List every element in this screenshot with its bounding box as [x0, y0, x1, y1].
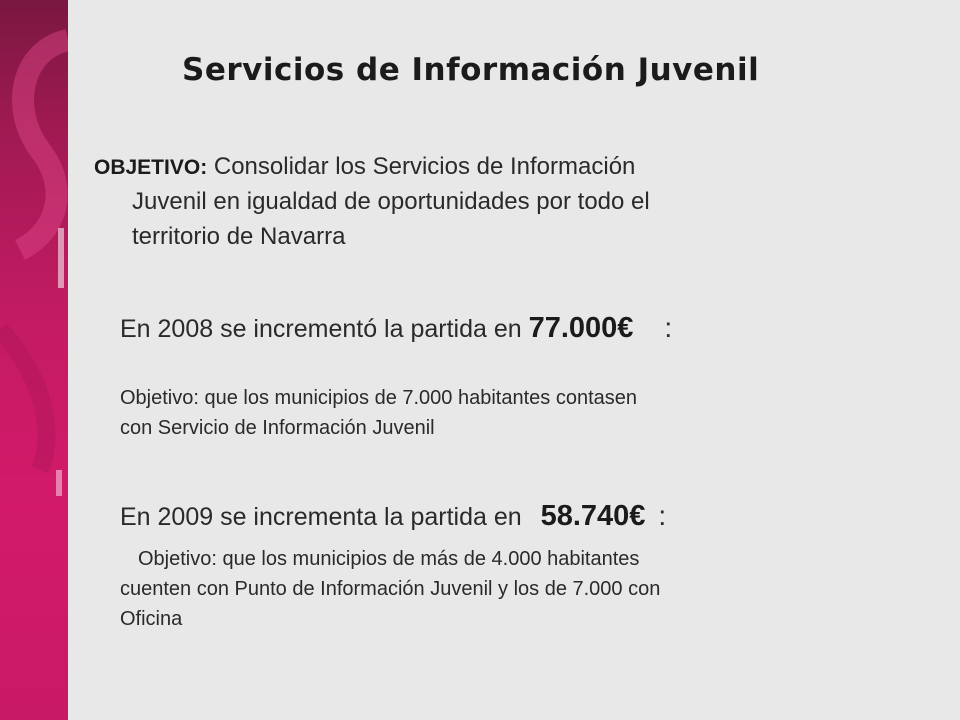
objective-label: OBJETIVO:: [94, 156, 208, 179]
item-2009-amount: 58.740€: [540, 500, 646, 532]
slide-title: Servicios de Información Juvenil: [182, 52, 760, 88]
item-2008-head-text: En 2008 se incrementó la partida en: [120, 315, 522, 343]
objective-paragraph: [94, 150, 879, 254]
item-2009-desc-line1: Objetivo: que los municipios de más de 4.000 habitantes: [138, 548, 640, 570]
item-2008-heading: [120, 312, 672, 345]
item-2008-desc-line2: con Servicio de Información Juvenil: [120, 417, 435, 439]
item-2008-description: [120, 383, 860, 443]
item-2009-description: [120, 544, 860, 634]
decorative-logo-graphic: [0, 0, 68, 720]
item-2009-heading: [120, 500, 666, 533]
item-2009-desc-line3: Oficina: [120, 608, 183, 630]
item-2008-desc-line1: Objetivo: que los municipios de 7.000 habitantes contasen: [120, 387, 638, 409]
item-2009-desc-line2: cuenten con Punto de Información Juvenil y los de 7.000 con: [120, 578, 661, 600]
decorative-side-band: [0, 0, 68, 720]
item-2009-colon: :: [658, 500, 667, 531]
item-2008-colon: :: [664, 312, 673, 343]
item-2009-head-text: En 2009 se incrementa la partida en: [120, 503, 522, 531]
item-2008-amount: 77.000€: [528, 312, 634, 344]
objective-text-line1: Consolidar los Servicios de Información: [213, 153, 636, 180]
objective-text-line3: territorio de Navarra: [132, 222, 346, 250]
objective-text-line2: Juvenil en igualdad de oportunidades por todo el: [132, 187, 650, 215]
